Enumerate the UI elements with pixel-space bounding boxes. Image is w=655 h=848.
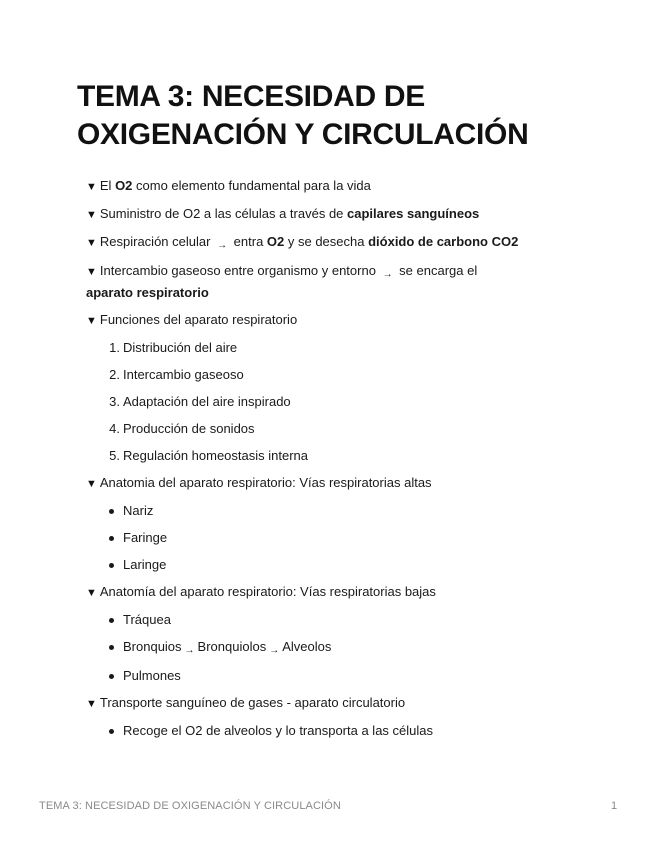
bold-text: dióxido de carbono CO2: [368, 234, 519, 249]
arrow-right-icon: →: [217, 240, 228, 251]
list-number: 4.: [109, 421, 120, 436]
list-item: [86, 365, 526, 385]
bullet-list: [86, 721, 526, 741]
page-title: TEMA 3: NECESIDAD DE OXIGENACIÓN Y CIRCULACIÓN: [77, 80, 529, 151]
bold-text: aparato respiratorio: [86, 285, 209, 300]
list-item: [86, 666, 526, 686]
list-item: [86, 446, 526, 466]
toggle-vias-bajas[interactable]: [86, 582, 526, 686]
toggle-triangle-icon[interactable]: ▼: [86, 478, 97, 490]
text: Intercambio gaseoso entre organismo y entorno: [99, 263, 380, 278]
list-item: [86, 555, 526, 575]
bullet-icon: [109, 509, 114, 514]
toggle-triangle-icon[interactable]: ▼: [86, 209, 97, 221]
bullet-icon: [109, 674, 114, 679]
text: se encarga el: [395, 263, 478, 278]
toggle-triangle-icon[interactable]: ▼: [86, 587, 97, 599]
toggle-triangle-icon[interactable]: ▼: [86, 266, 97, 278]
list-text: Tráquea: [123, 612, 171, 627]
list-text: Nariz: [123, 503, 154, 518]
list-text: Laringe: [123, 557, 167, 572]
bold-text: O2: [266, 234, 285, 249]
bullet-icon: [109, 729, 114, 734]
toggle-transporte-sanguineo[interactable]: [86, 693, 526, 741]
list-text: Adaptación del aire inspirado: [123, 394, 291, 409]
page-content: [86, 176, 526, 748]
list-text: Pulmones: [123, 668, 181, 683]
list-number: 1.: [109, 340, 120, 355]
list-number: 5.: [109, 448, 120, 463]
arrow-right-icon: →: [184, 645, 195, 656]
list-text: Producción de sonidos: [123, 421, 255, 436]
arrow-right-icon: →: [269, 645, 280, 656]
toggle-suministro-o2[interactable]: [86, 204, 526, 225]
toggle-label: Funciones del aparato respiratorio: [99, 312, 298, 327]
toggle-label: Anatomía del aparato respiratorio: Vías respiratorias bajas: [99, 584, 436, 599]
list-item: [86, 392, 526, 412]
toggle-label: Transporte sanguíneo de gases - aparato circulatorio: [99, 695, 406, 710]
list-item: [86, 338, 526, 358]
toggle-triangle-icon[interactable]: ▼: [86, 237, 97, 249]
toggle-respiracion-celular[interactable]: [86, 232, 526, 254]
toggle-vias-altas[interactable]: [86, 473, 526, 575]
toggle-triangle-icon[interactable]: ▼: [86, 181, 97, 193]
list-text: Recoge el O2 de alveolos y lo transporta a las células: [123, 723, 434, 738]
list-text: Faringe: [123, 530, 168, 545]
bullet-icon: [109, 618, 114, 623]
toggle-o2-fundamental[interactable]: [86, 176, 526, 197]
list-item: [86, 501, 526, 521]
arrow-right-icon: →: [382, 269, 393, 280]
text: Suministro de O2 a las células a través de: [99, 206, 348, 221]
toggle-triangle-icon[interactable]: ▼: [86, 315, 97, 327]
list-item: [86, 637, 526, 659]
text: como elemento fundamental para la vida: [132, 178, 371, 193]
list-item: [86, 528, 526, 548]
list-text: Intercambio gaseoso: [123, 367, 244, 382]
list-text: Alveolos: [282, 639, 332, 654]
toggle-triangle-icon[interactable]: ▼: [86, 698, 97, 710]
list-text: Regulación homeostasis interna: [123, 448, 308, 463]
bold-text: capilares sanguíneos: [347, 206, 480, 221]
bullet-icon: [109, 645, 114, 650]
list-text: Bronquiolos: [197, 639, 267, 654]
toggle-funciones[interactable]: [86, 310, 526, 466]
toggle-intercambio-gaseoso[interactable]: [86, 261, 526, 303]
bold-text: O2: [115, 178, 133, 193]
list-text: Distribución del aire: [123, 340, 238, 355]
list-number: 3.: [109, 394, 120, 409]
text: y se desecha: [284, 234, 369, 249]
list-item: [86, 610, 526, 630]
numbered-list: [86, 338, 526, 466]
bullet-icon: [109, 563, 114, 568]
text: entra: [230, 234, 267, 249]
text: Respiración celular: [99, 234, 215, 249]
text: El: [99, 178, 116, 193]
list-text: Bronquios: [123, 639, 182, 654]
toggle-label: Anatomia del aparato respiratorio: Vías respiratorias altas: [99, 475, 432, 490]
list-number: 2.: [109, 367, 120, 382]
page-number: 1: [611, 800, 618, 812]
footer-title: TEMA 3: NECESIDAD DE OXIGENACIÓN Y CIRCULACIÓN: [39, 800, 341, 812]
bullet-list: [86, 501, 526, 575]
list-item: [86, 419, 526, 439]
list-item: [86, 721, 526, 741]
bullet-icon: [109, 536, 114, 541]
bullet-list: [86, 610, 526, 686]
